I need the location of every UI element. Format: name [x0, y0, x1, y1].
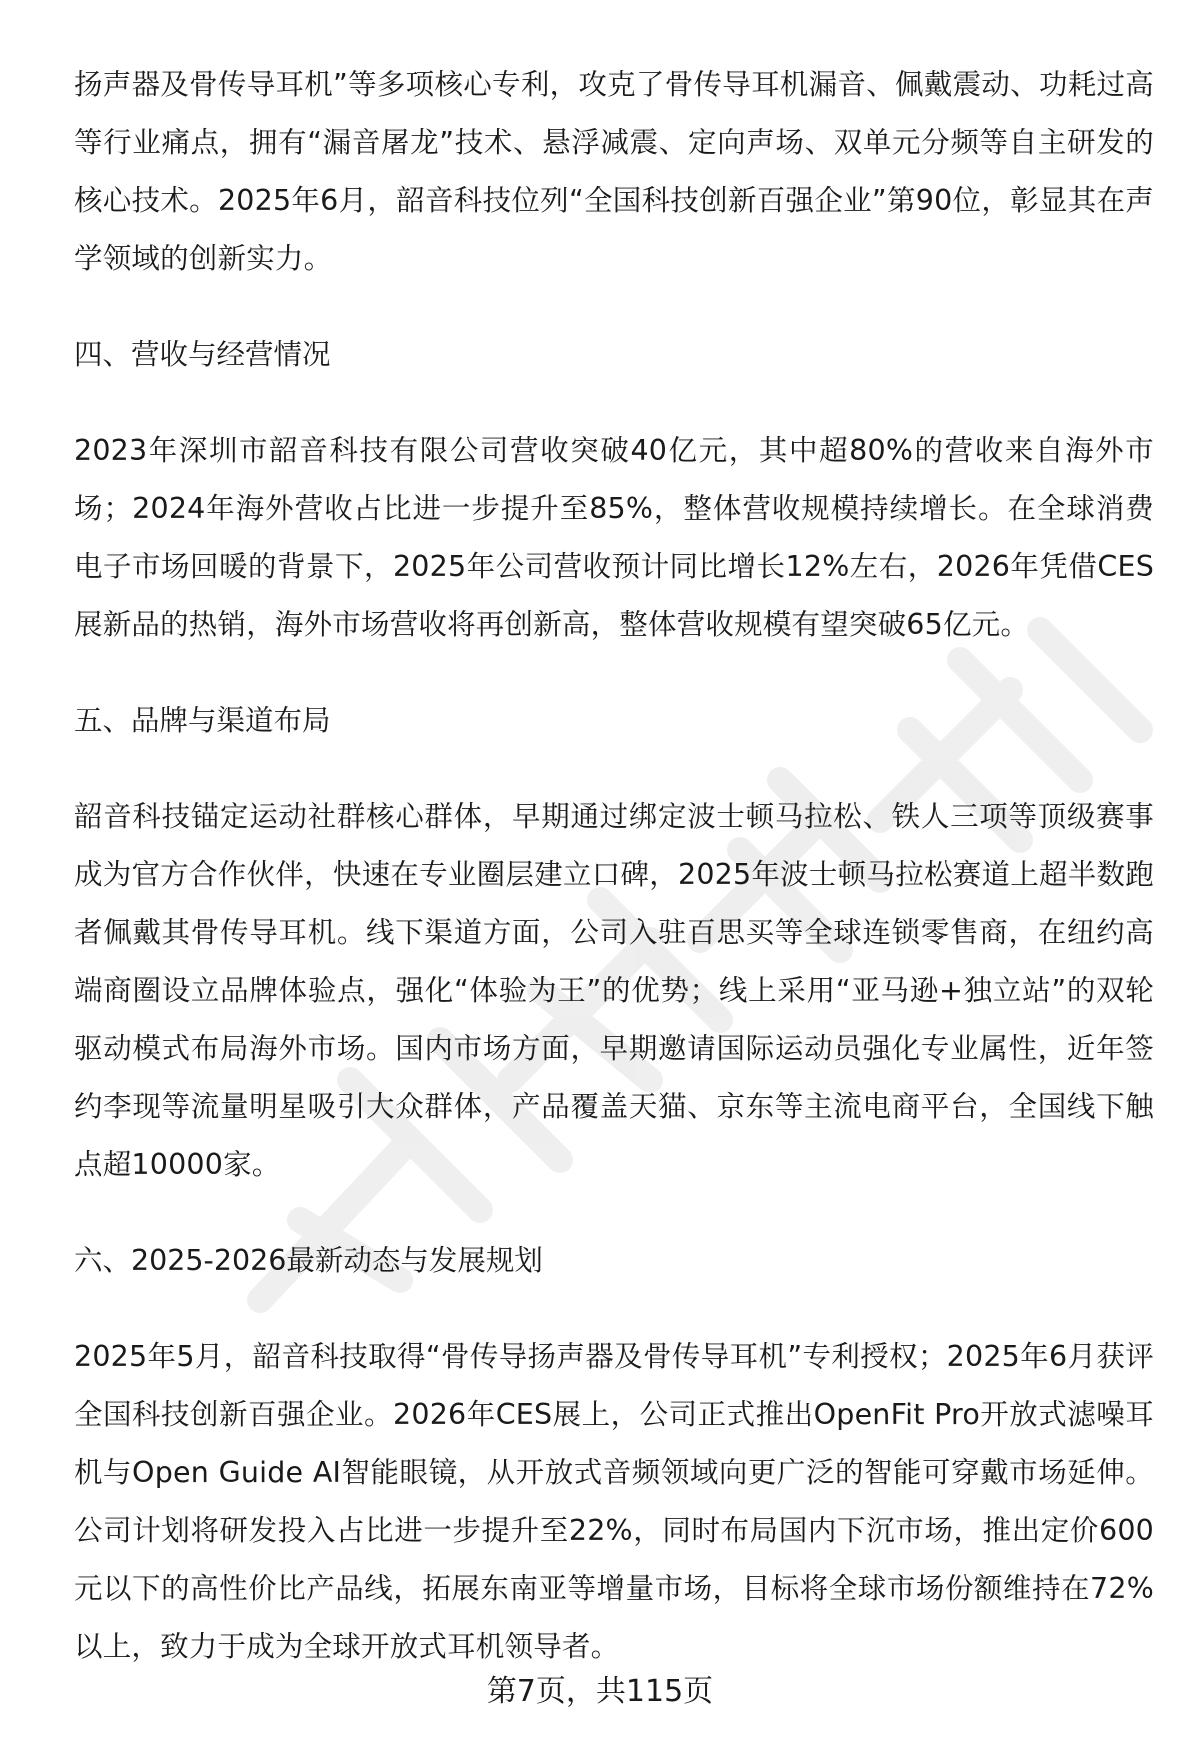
section-heading-revenue: 四、营收与经营情况 — [74, 338, 331, 371]
section-heading-latest-news: 六、2025-2026最新动态与发展规划 — [74, 1244, 543, 1277]
paragraph-revenue: 2023年深圳市韶音科技有限公司营收突破40亿元，其中超80%的营收来自海外市场；2024年海外营收占比进一步提升至85%，整体营收规模持续增长。在全球消费电子市场回暖的背景下，2025年公司营收预计同比增长12%左右，2026年凭借CES展新品的热销，海外市场营收将再创新高，整体营收规模有望突破65亿元。 — [74, 434, 1154, 641]
paragraph-latest-news: 2025年5月，韶音科技取得“骨传导扬声器及骨传导耳机”专利授权；2025年6月获评全国科技创新百强企业。2026年CES展上，公司正式推出OpenFit Pro开放式滤噪耳机与Open Guide AI智能眼镜，从开放式音频领域向更广泛的智能可穿戴市场延伸。公司计划将研发投入占比进一步提升至22%，同时布局国内下沉市场，推出定价600元以下的高性价比产品线，拓展东南亚等增量市场，目标将全球市场份额维持在72%以上，致力于成为全球开放式耳机领导者。 — [74, 1340, 1154, 1663]
section-heading-brand-channels: 五、品牌与渠道布局 — [74, 704, 331, 737]
paragraph-brand-channels: 韶音科技锚定运动社群核心群体，早期通过绑定波士顿马拉松、铁人三项等顶级赛事成为官方合作伙伴，快速在专业圈层建立口碑，2025年波士顿马拉松赛道上超半数跑者佩戴其骨传导耳机。线下渠道方面，公司入驻百思买等全球连锁零售商，在纽约高端商圈设立品牌体验点，强化“体验为王”的优势；线上采用“亚马逊+独立站”的双轮驱动模式布局海外市场。国内市场方面，早期邀请国际运动员强化专业属性，近年签约李现等流量明星吸引大众群体，产品覆盖天猫、京东等主流电商平台，全国线下触点超10000家。 — [74, 800, 1154, 1181]
paragraph-intro: 扬声器及骨传导耳机”等多项核心专利，攻克了骨传导耳机漏音、佩戴震动、功耗过高等行业痛点，拥有“漏音屠龙”技术、悬浮减震、定向声场、双单元分频等自主研发的核心技术。2025年6月，韶音科技位列“全国科技创新百强企业”第90位，彰显其在声学领域的创新实力。 — [74, 68, 1154, 275]
document-body — [74, 56, 1154, 1714]
page-number-footer: 第7页，共115页 — [486, 1674, 714, 1709]
